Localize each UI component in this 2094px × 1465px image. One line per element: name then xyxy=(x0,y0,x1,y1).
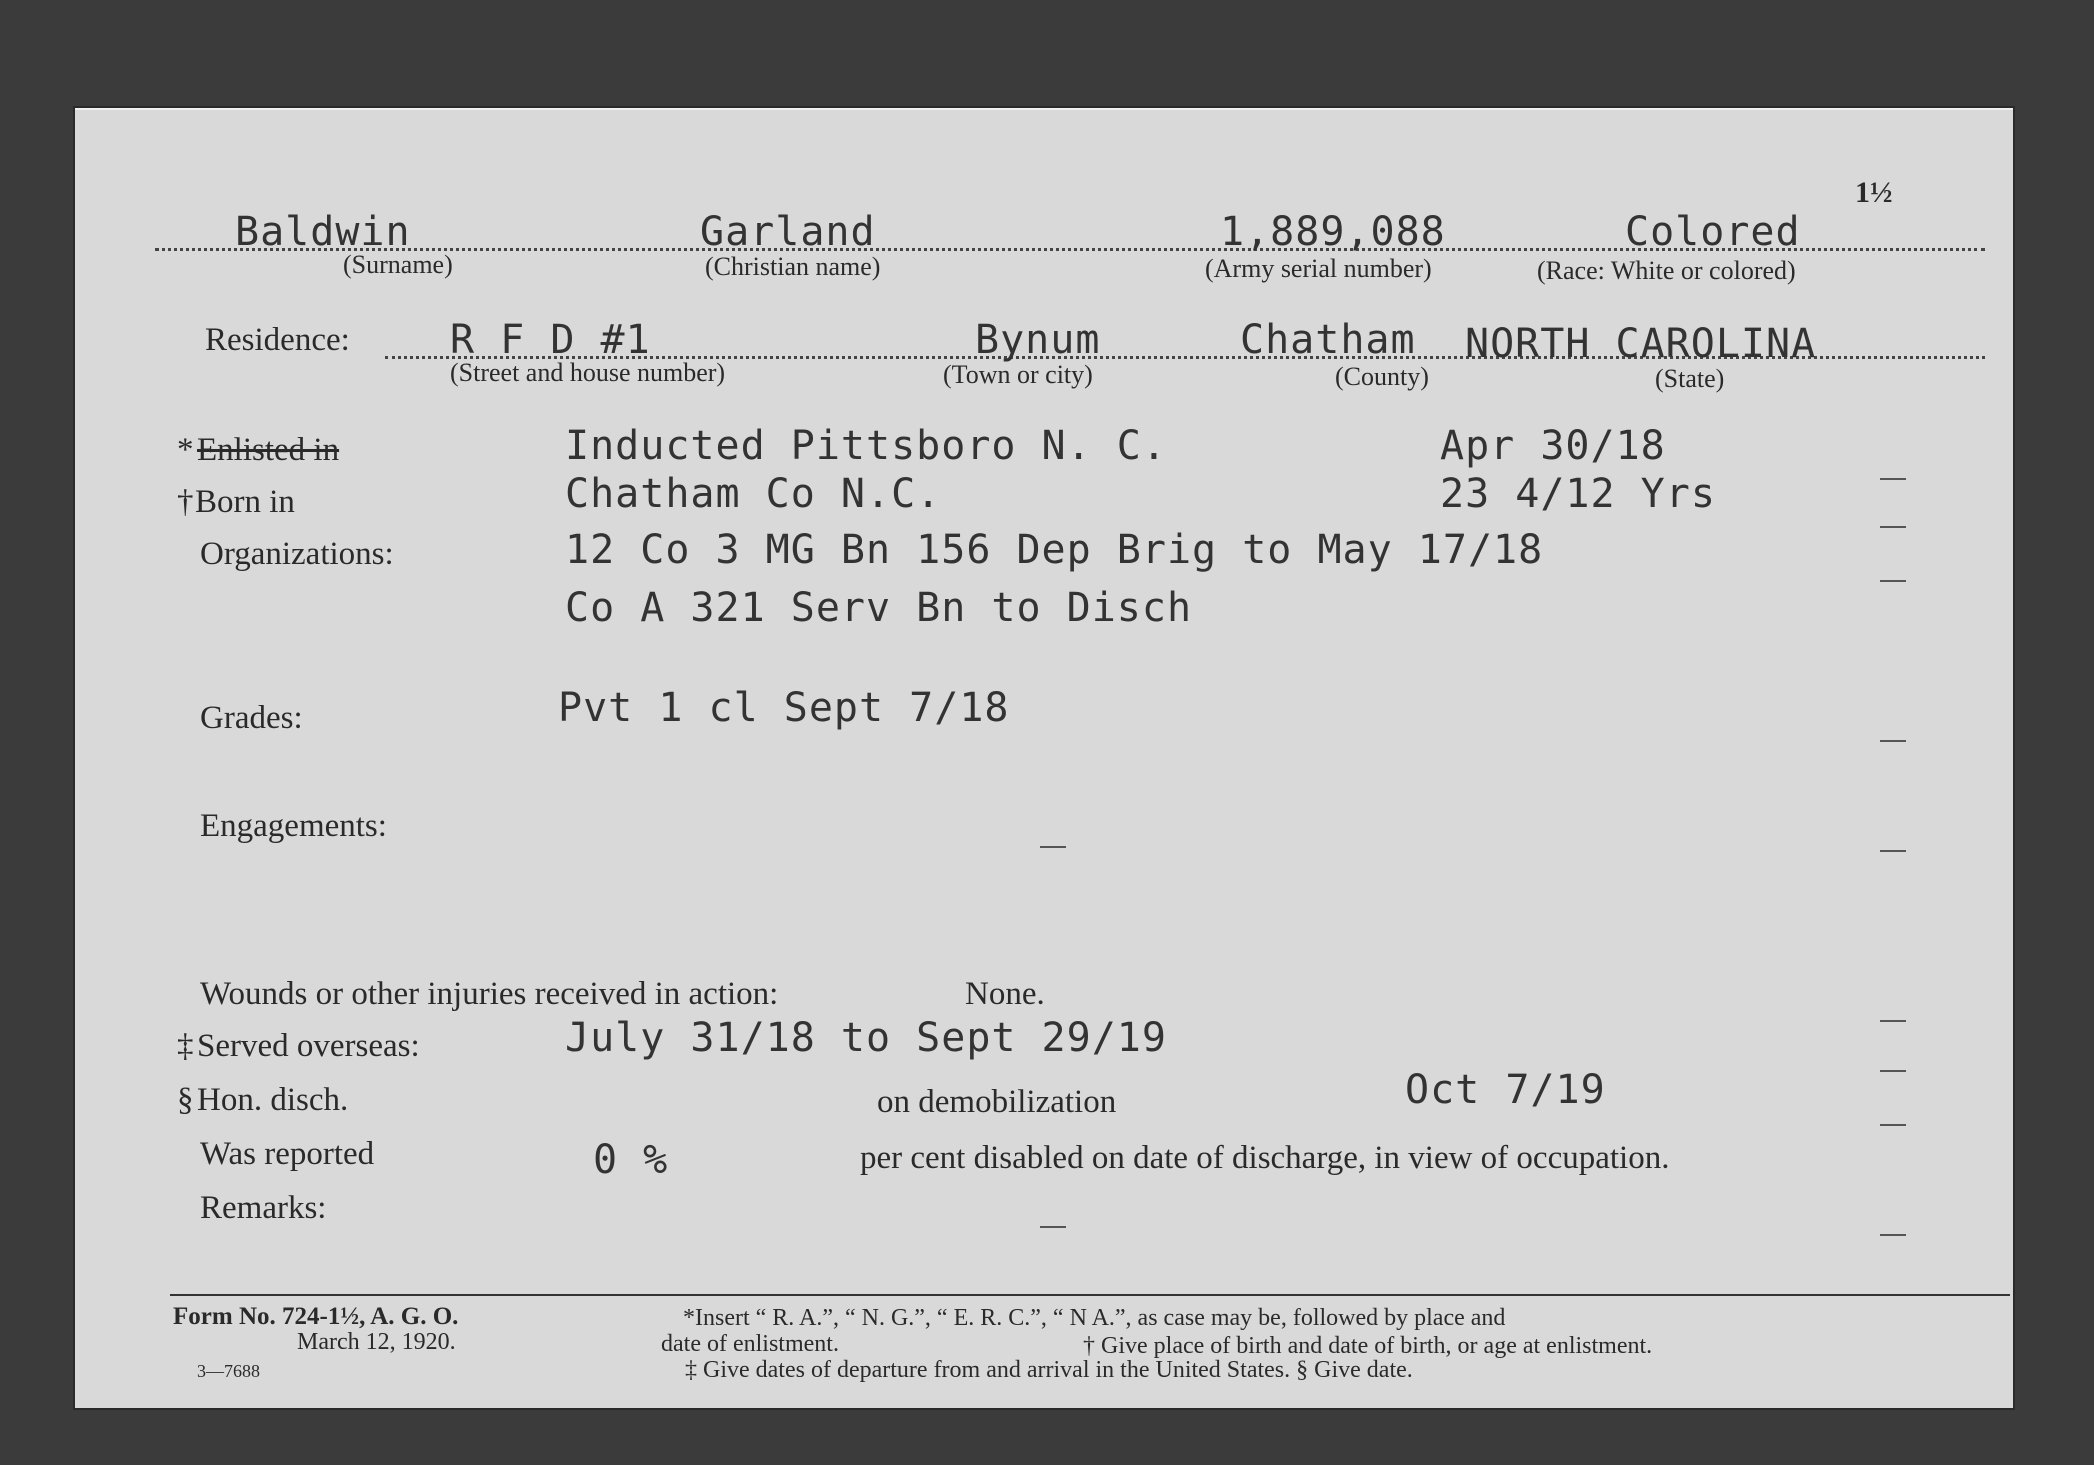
form-code: 3—7688 xyxy=(197,1361,260,1381)
wounds-label: Wounds or other injuries received in action: xyxy=(200,976,779,1012)
born-mark: † xyxy=(177,484,194,520)
margin-dash xyxy=(1880,526,1906,528)
enlisted-date: Apr 30/18 xyxy=(1440,423,1666,469)
margin-dash xyxy=(1880,1234,1906,1236)
serial-value: 1,889,088 xyxy=(1220,209,1446,255)
footnote-2b: † Give place of birth and date of birth, or age at enlistment. xyxy=(1083,1333,1653,1359)
born-label: Born in xyxy=(195,484,295,520)
race-value: Colored xyxy=(1625,209,1801,255)
margin-dash xyxy=(1880,1070,1906,1072)
remarks-dash xyxy=(1040,1226,1066,1228)
grades-label: Grades: xyxy=(200,700,303,736)
serial-label: (Army serial number) xyxy=(1205,254,1432,283)
fraction-mark: 1½ xyxy=(1855,176,1893,209)
margin-dash xyxy=(1880,740,1906,742)
town-value: Bynum xyxy=(975,317,1101,363)
overseas-mark: ‡ xyxy=(177,1028,194,1064)
state-label: (State) xyxy=(1655,364,1725,393)
hon-date: Oct 7/19 xyxy=(1405,1067,1606,1113)
margin-dash xyxy=(1880,1020,1906,1022)
street-label: (Street and house number) xyxy=(450,358,726,387)
surname-label: (Surname) xyxy=(343,250,453,279)
wounds-value: None. xyxy=(965,976,1045,1012)
enlisted-mark: * xyxy=(177,432,194,468)
county-label: (County) xyxy=(1335,362,1429,391)
footer-rule xyxy=(170,1294,2010,1296)
race-label: (Race: White or colored) xyxy=(1537,256,1796,285)
margin-dash xyxy=(1880,1124,1906,1126)
county-value: Chatham xyxy=(1240,317,1416,363)
street-value: R F D #1 xyxy=(450,317,651,363)
footnote-3: ‡ Give dates of departure from and arrival in the United States. § Give date. xyxy=(685,1357,1413,1383)
organizations-line-1: 12 Co 3 MG Bn 156 Dep Brig to May 17/18 xyxy=(565,527,1544,573)
hon-mark: § xyxy=(177,1082,194,1118)
christian-name-label: (Christian name) xyxy=(705,252,881,281)
margin-dash xyxy=(1880,478,1906,480)
margin-dash xyxy=(1880,580,1906,582)
remarks-label: Remarks: xyxy=(200,1190,327,1226)
margin-dash xyxy=(1880,850,1906,852)
overseas-label: Served overseas: xyxy=(197,1028,420,1064)
born-value: Chatham Co N.C. xyxy=(565,471,942,517)
form-number: Form No. 724-1½, A. G. O. xyxy=(173,1303,459,1330)
reported-value: 0 % xyxy=(593,1137,669,1183)
reported-label: Was reported xyxy=(200,1136,375,1172)
christian-name-value: Garland xyxy=(700,209,876,255)
footnote-1: *Insert “ R. A.”, “ N. G.”, “ E. R. C.”, “ N A.”, as case may be, followed by place and xyxy=(683,1305,1506,1331)
born-age: 23 4/12 Yrs xyxy=(1440,471,1716,517)
enlisted-value: Inducted Pittsboro N. C. xyxy=(565,423,1167,469)
hon-text: on demobilization xyxy=(877,1084,1117,1120)
hon-label: Hon. disch. xyxy=(197,1082,349,1118)
organizations-line-2: Co A 321 Serv Bn to Disch xyxy=(565,585,1193,631)
enlisted-label: Enlisted in xyxy=(197,432,340,468)
organizations-label: Organizations: xyxy=(200,536,394,572)
footnote-2a: date of enlistment. xyxy=(661,1331,839,1357)
service-record-card xyxy=(75,108,2013,1408)
overseas-value: July 31/18 to Sept 29/19 xyxy=(565,1015,1167,1061)
engagements-dash xyxy=(1040,846,1066,848)
card-edge xyxy=(75,108,2013,110)
town-label: (Town or city) xyxy=(943,360,1093,389)
state-value: NORTH CAROLINA xyxy=(1465,321,1817,367)
engagements-label: Engagements: xyxy=(200,808,387,844)
residence-label: Residence: xyxy=(205,322,350,358)
grades-value: Pvt 1 cl Sept 7/18 xyxy=(558,685,1010,731)
surname-value: Baldwin xyxy=(235,209,411,255)
form-date: March 12, 1920. xyxy=(297,1329,456,1355)
reported-text: per cent disabled on date of discharge, in view of occupation. xyxy=(860,1140,1670,1176)
